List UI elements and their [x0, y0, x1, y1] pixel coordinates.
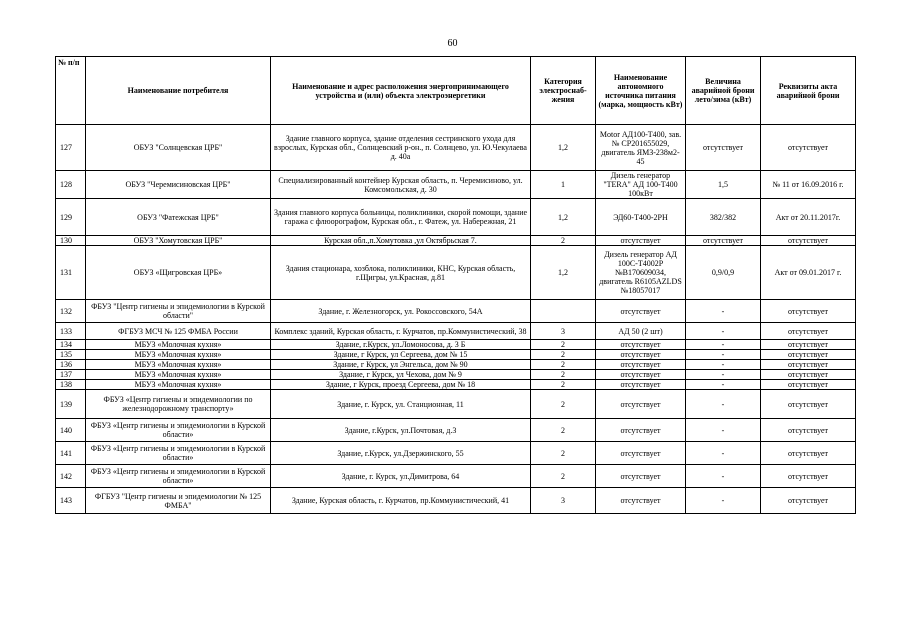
cell-emergency-reserve: - [686, 442, 761, 465]
cell-number: 143 [56, 488, 86, 514]
cell-number: 140 [56, 419, 86, 442]
cell-power-source: отсутствует [596, 488, 686, 514]
table-row [56, 350, 856, 360]
table-row [56, 125, 856, 171]
table-row [56, 442, 856, 465]
cell-power-source: Motor АД100-Т400, зав. № CP201655029, двигатель ЯМЗ-238м2-45 [596, 125, 686, 171]
cell-category: 1,2 [531, 199, 596, 236]
cell-act-details: отсутствует [761, 370, 856, 380]
cell-act-details: отсутствует [761, 125, 856, 171]
cell-number: 135 [56, 350, 86, 360]
header-number: № п/п [56, 57, 86, 125]
cell-act-details: отсутствует [761, 300, 856, 323]
cell-address: Здание, г.Курск, ул.Дзержинского, 55 [271, 442, 531, 465]
cell-power-source: отсутствует [596, 300, 686, 323]
cell-category: 2 [531, 380, 596, 390]
cell-consumer: ОБУЗ "Хомутовская ЦРБ" [86, 236, 271, 246]
cell-emergency-reserve: отсутствует [686, 125, 761, 171]
cell-act-details: отсутствует [761, 419, 856, 442]
table-row [56, 323, 856, 340]
cell-power-source: отсутствует [596, 419, 686, 442]
header-power-source: Наименование автономного источника питания (марка, мощность кВт) [596, 57, 686, 125]
cell-address: Здание главного корпуса, здание отделения сестринского ухода для взрослых, Курская обл., Солнцевский р-он., п. Солнцево, ул. Ю.Чекулаева д. 40а [271, 125, 531, 171]
cell-emergency-reserve: отсутствует [686, 236, 761, 246]
cell-consumer: МБУЗ «Молочная кухня» [86, 360, 271, 370]
cell-address: Здание, г. Курск, ул. Станционная, 11 [271, 390, 531, 419]
cell-power-source: отсутствует [596, 442, 686, 465]
cell-number: 133 [56, 323, 86, 340]
cell-number: 127 [56, 125, 86, 171]
cell-emergency-reserve: - [686, 419, 761, 442]
cell-address: Специализированный контейнер Курская область, п. Черемисиново, ул. Комсомольская, д. 30 [271, 171, 531, 199]
cell-act-details: отсутствует [761, 390, 856, 419]
table-row [56, 488, 856, 514]
cell-address: Здание, г.Курск, ул.Ломоносова, д. 3 Б [271, 340, 531, 350]
cell-number: 130 [56, 236, 86, 246]
table-row [56, 360, 856, 370]
cell-emergency-reserve: - [686, 323, 761, 340]
header-act-details: Реквизиты акта аварийной брони [761, 57, 856, 125]
header-emergency-reserve: Величина аварийной брони лето/зима (кВт) [686, 57, 761, 125]
table-row [56, 370, 856, 380]
cell-address: Здания главного корпуса больницы, поликлиники, скорой помощи, здание гаража с флюорографом, Курская обл., г. Фатеж, ул. Набережная, 21 [271, 199, 531, 236]
cell-consumer: ОБУЗ "Солнцевская ЦРБ" [86, 125, 271, 171]
cell-consumer: МБУЗ «Молочная кухня» [86, 380, 271, 390]
cell-address: Здание, г Курск, ул Сергеева, дом № 15 [271, 350, 531, 360]
cell-act-details: отсутствует [761, 380, 856, 390]
table-row [56, 171, 856, 199]
cell-power-source: отсутствует [596, 350, 686, 360]
header-address: Наименование и адрес расположения энергопринимающего устройства и (или) объекта электроэнергетики [271, 57, 531, 125]
cell-address: Здание, г. Железногорск, ул. Рокоссовского, 54А [271, 300, 531, 323]
cell-number: 141 [56, 442, 86, 465]
cell-number: 142 [56, 465, 86, 488]
cell-emergency-reserve: - [686, 360, 761, 370]
cell-number: 132 [56, 300, 86, 323]
cell-category: 1,2 [531, 246, 596, 300]
header-category: Категория электроснаб-жения [531, 57, 596, 125]
cell-emergency-reserve: - [686, 340, 761, 350]
cell-act-details: Акт от 09.01.2017 г. [761, 246, 856, 300]
cell-emergency-reserve: - [686, 390, 761, 419]
cell-address: Здания стационара, хозблока, поликлиники, КНС, Курская область, г.Щигры, ул.Красная, д.81 [271, 246, 531, 300]
cell-consumer: ФГБУЗ "Центр гигиены и эпидемиологии № 125 ФМБА" [86, 488, 271, 514]
cell-category: 1,2 [531, 125, 596, 171]
cell-power-source: отсутствует [596, 380, 686, 390]
cell-act-details: отсутствует [761, 236, 856, 246]
cell-category: 2 [531, 465, 596, 488]
cell-act-details: № 11 от 16.09.2016 г. [761, 171, 856, 199]
table-row [56, 390, 856, 419]
cell-address: Курская обл.,п.Хомутовка ,ул Октябрьская 7. [271, 236, 531, 246]
cell-category [531, 300, 596, 323]
cell-address: Здание, г Курск, ул Энгельса, дом № 90 [271, 360, 531, 370]
cell-power-source: отсутствует [596, 390, 686, 419]
cell-act-details: Акт от 20.11.2017г. [761, 199, 856, 236]
cell-number: 138 [56, 380, 86, 390]
cell-consumer: ОБУЗ "Черемисиновская ЦРБ" [86, 171, 271, 199]
cell-act-details: отсутствует [761, 323, 856, 340]
cell-category: 2 [531, 236, 596, 246]
page-number: 60 [447, 38, 458, 49]
cell-consumer: ФБУЗ «Центр гигиены и эпидемиологии по железнодорожному транспорту» [86, 390, 271, 419]
cell-emergency-reserve: - [686, 300, 761, 323]
cell-number: 134 [56, 340, 86, 350]
cell-power-source: АД 50 (2 шт) [596, 323, 686, 340]
cell-consumer: ФГБУЗ МСЧ № 125 ФМБА России [86, 323, 271, 340]
cell-act-details: отсутствует [761, 488, 856, 514]
cell-emergency-reserve: 382/382 [686, 199, 761, 236]
cell-number: 131 [56, 246, 86, 300]
cell-address: Здание, г. Курск, ул.Димитрова, 64 [271, 465, 531, 488]
cell-act-details: отсутствует [761, 340, 856, 350]
cell-emergency-reserve: - [686, 370, 761, 380]
cell-consumer: ОБУЗ "Фатежская ЦРБ" [86, 199, 271, 236]
cell-power-source: ЭД60-Т400-2РН [596, 199, 686, 236]
cell-power-source: отсутствует [596, 360, 686, 370]
cell-emergency-reserve: - [686, 380, 761, 390]
cell-emergency-reserve: 0,9/0,9 [686, 246, 761, 300]
cell-power-source: отсутствует [596, 465, 686, 488]
cell-consumer: ФБУЗ «Центр гигиены и эпидемиологии в Курской области» [86, 465, 271, 488]
table-row [56, 246, 856, 300]
cell-consumer: ФБУЗ "Центр гигиены и эпидемиологии в Курской области" [86, 300, 271, 323]
cell-address: Здание, г.Курск, ул.Почтовая, д.3 [271, 419, 531, 442]
cell-consumer: МБУЗ «Молочная кухня» [86, 370, 271, 380]
registry-table [55, 56, 856, 514]
cell-category: 2 [531, 350, 596, 360]
cell-power-source: отсутствует [596, 236, 686, 246]
cell-power-source: отсутствует [596, 340, 686, 350]
cell-number: 128 [56, 171, 86, 199]
cell-power-source: Дизель генератор "TERA" АД 100-Т400 100кВт [596, 171, 686, 199]
table-row [56, 419, 856, 442]
cell-act-details: отсутствует [761, 442, 856, 465]
cell-number: 136 [56, 360, 86, 370]
cell-category: 2 [531, 360, 596, 370]
table-row [56, 465, 856, 488]
cell-number: 139 [56, 390, 86, 419]
cell-address: Здание, г Курск, ул Чехова, дом № 9 [271, 370, 531, 380]
cell-act-details: отсутствует [761, 350, 856, 360]
cell-consumer: ОБУЗ «Щигровская ЦРБ» [86, 246, 271, 300]
table-row [56, 199, 856, 236]
cell-emergency-reserve: - [686, 488, 761, 514]
cell-number: 137 [56, 370, 86, 380]
cell-address: Здание, Курская область, г. Курчатов, пр.Коммунистический, 41 [271, 488, 531, 514]
cell-category: 2 [531, 390, 596, 419]
table-row [56, 300, 856, 323]
cell-consumer: МБУЗ «Молочная кухня» [86, 340, 271, 350]
cell-power-source: отсутствует [596, 370, 686, 380]
cell-emergency-reserve: - [686, 350, 761, 360]
cell-category: 2 [531, 442, 596, 465]
cell-consumer: МБУЗ «Молочная кухня» [86, 350, 271, 360]
cell-consumer: ФБУЗ «Центр гигиены и эпидемиологии в Курской области» [86, 442, 271, 465]
table-header-row [56, 57, 856, 125]
cell-emergency-reserve: - [686, 465, 761, 488]
cell-category: 1 [531, 171, 596, 199]
table-row [56, 380, 856, 390]
cell-consumer: ФБУЗ «Центр гигиены и эпидемиологии в Курской области» [86, 419, 271, 442]
cell-category: 2 [531, 419, 596, 442]
cell-emergency-reserve: 1,5 [686, 171, 761, 199]
cell-number: 129 [56, 199, 86, 236]
cell-category: 2 [531, 340, 596, 350]
cell-address: Комплекс зданий, Курская область, г. Курчатов, пр.Коммунистический, 38 [271, 323, 531, 340]
cell-address: Здание, г Курск, проезд Сергеева, дом № 18 [271, 380, 531, 390]
table-row [56, 340, 856, 350]
cell-act-details: отсутствует [761, 465, 856, 488]
cell-category: 3 [531, 323, 596, 340]
table-row [56, 236, 856, 246]
header-consumer: Наименование потребителя [86, 57, 271, 125]
cell-power-source: Дизель генератор АД 100С-Т4002Р №В170609034, двигатель R6105AZLDS №18057017 [596, 246, 686, 300]
cell-act-details: отсутствует [761, 360, 856, 370]
cell-category: 3 [531, 488, 596, 514]
cell-category: 2 [531, 370, 596, 380]
